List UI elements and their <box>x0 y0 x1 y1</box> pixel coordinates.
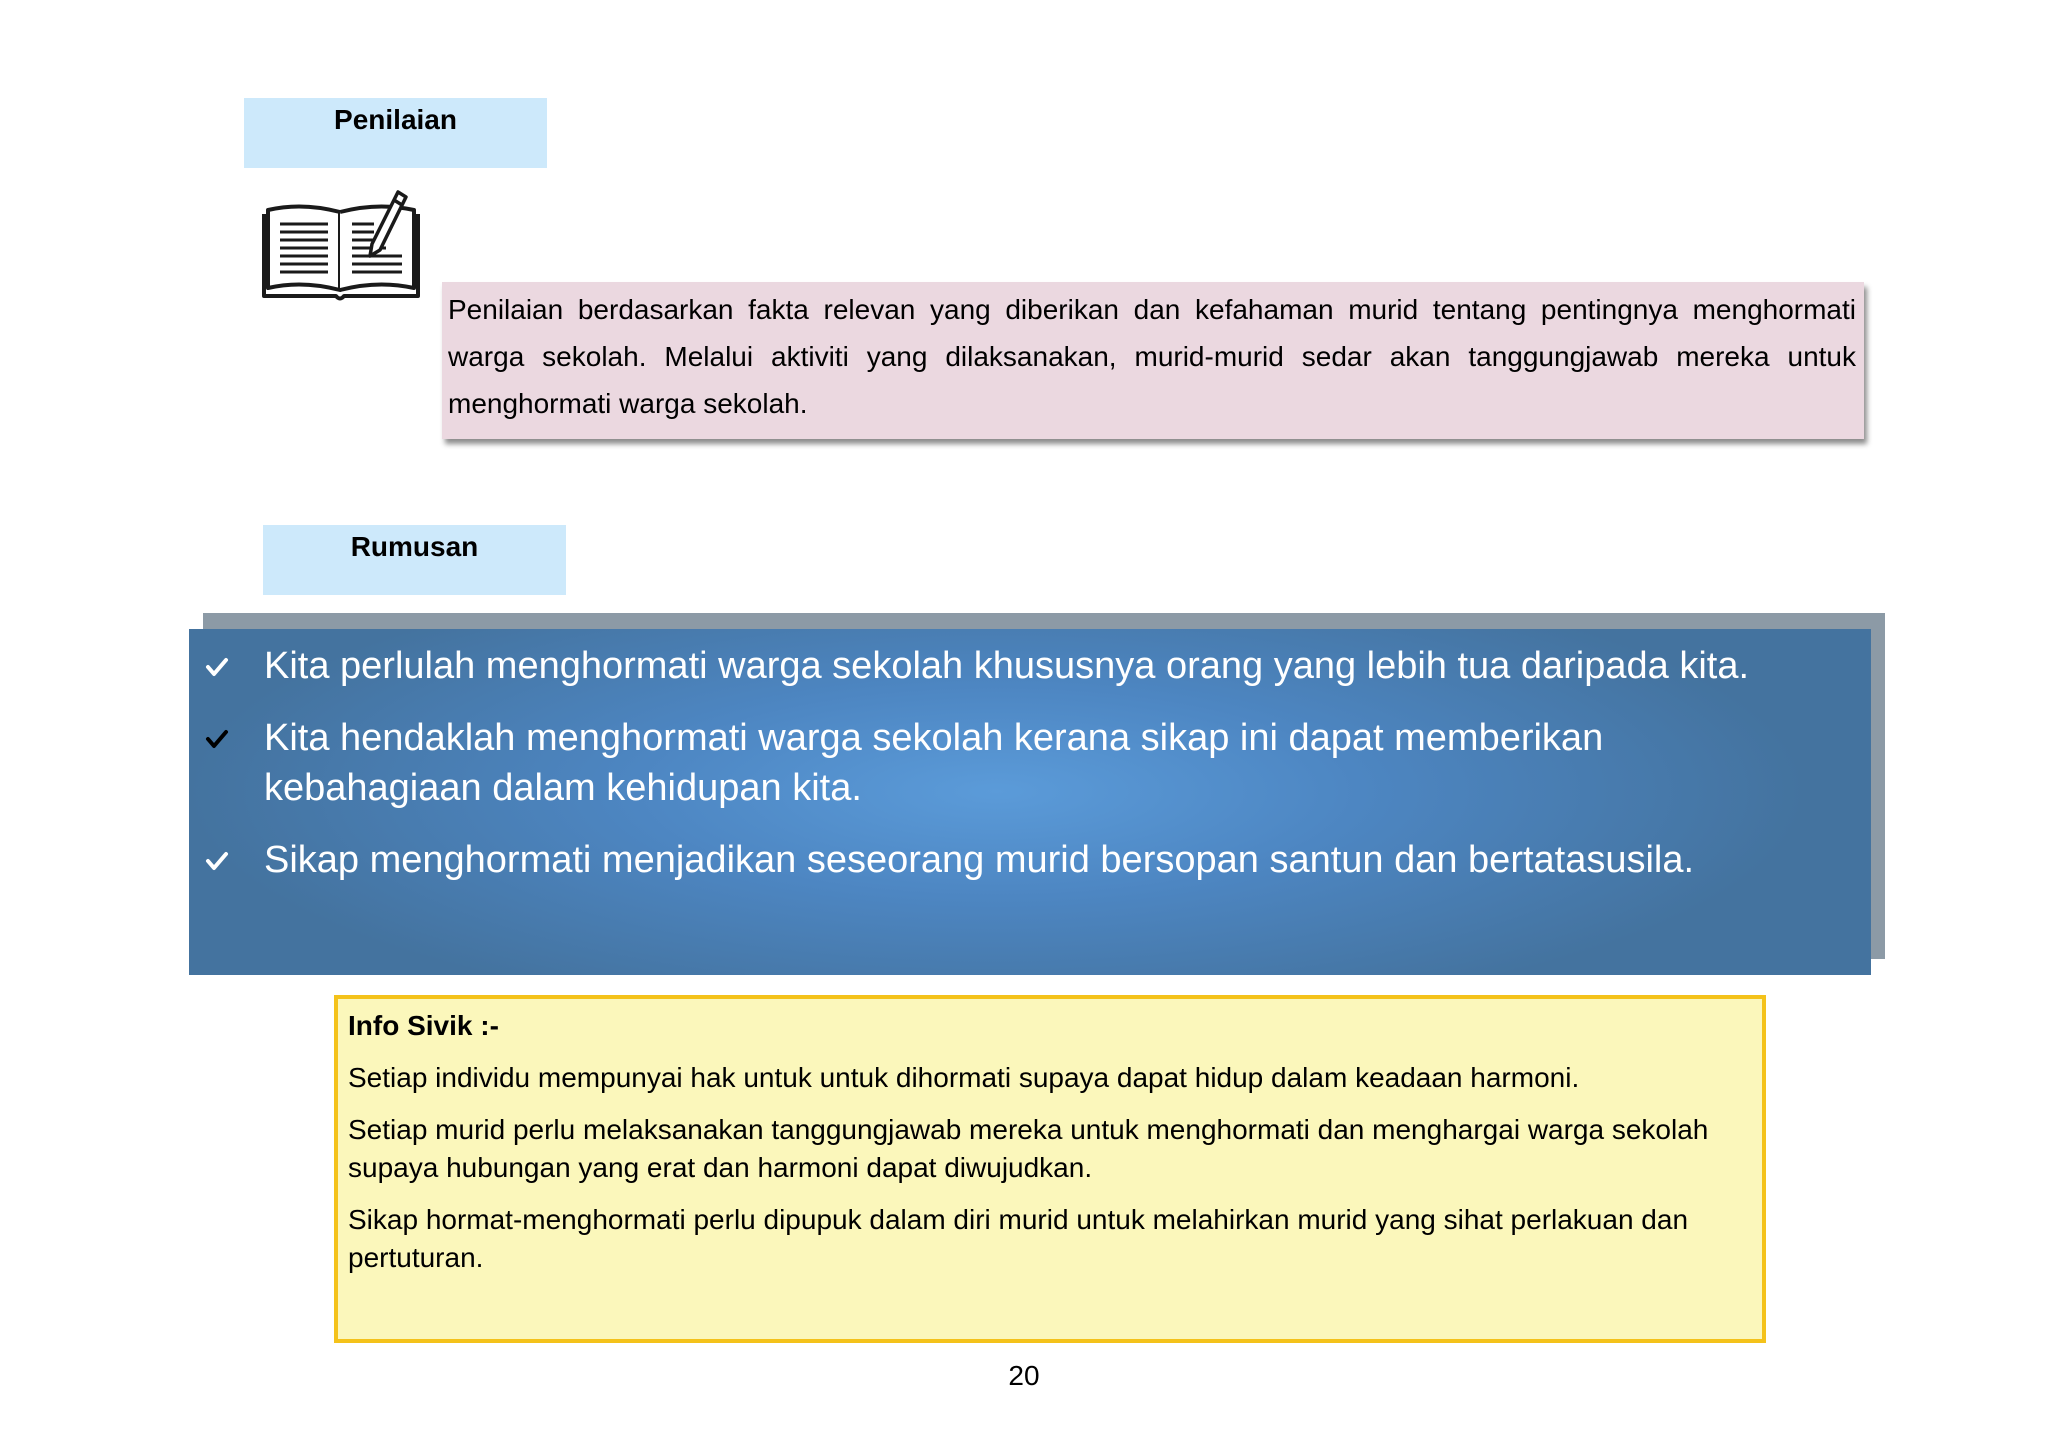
info-sivik-paragraph: Setiap individu mempunyai hak untuk untuk dihormati supaya dapat hidup dalam keadaan harmoni. <box>348 1062 1580 1093</box>
summary-item-text: Kita hendaklah menghormati warga sekolah kerana sikap ini dapat memberikan kebahagiaan dalam kehidupan kita. <box>264 717 1604 809</box>
info-sivik-title: Info Sivik :- <box>348 1010 499 1041</box>
summary-item-text: Kita perlulah menghormati warga sekolah khususnya orang yang lebih tua daripada kita. <box>264 645 1750 687</box>
assessment-text-box <box>442 282 1864 439</box>
checkmark-icon <box>203 725 231 753</box>
info-sivik-box <box>334 995 1766 1343</box>
assessment-text: Penilaian berdasarkan fakta relevan yang diberikan dan kefahaman murid tentang pentingnya menghormati warga sekolah. Melalui aktiviti yang dilaksanakan, murid-murid sedar akan tanggungjawab mereka untuk menghormati warga sekolah. <box>448 294 1856 419</box>
rumusan-heading: Rumusan <box>263 525 566 595</box>
info-sivik-paragraph: Sikap hormat-menghormati perlu dipupuk dalam diri murid untuk melahirkan murid yang sihat perlakuan dan pertuturan. <box>348 1204 1689 1273</box>
page-number: 20 <box>1008 1360 1040 1391</box>
info-sivik-paragraph: Setiap murid perlu melaksanakan tanggungjawab mereka untuk menghormati dan menghargai warga sekolah supaya hubungan yang erat dan harmoni dapat diwujudkan. <box>348 1114 1709 1183</box>
summary-item-text: Sikap menghormati menjadikan seseorang murid bersopan santun dan bertatasusila. <box>264 839 1695 881</box>
summary-box <box>189 629 1871 975</box>
book-pen-icon <box>262 188 422 303</box>
checkmark-icon <box>203 847 231 875</box>
penilaian-heading: Penilaian <box>244 98 547 168</box>
checkmark-icon <box>203 653 231 681</box>
